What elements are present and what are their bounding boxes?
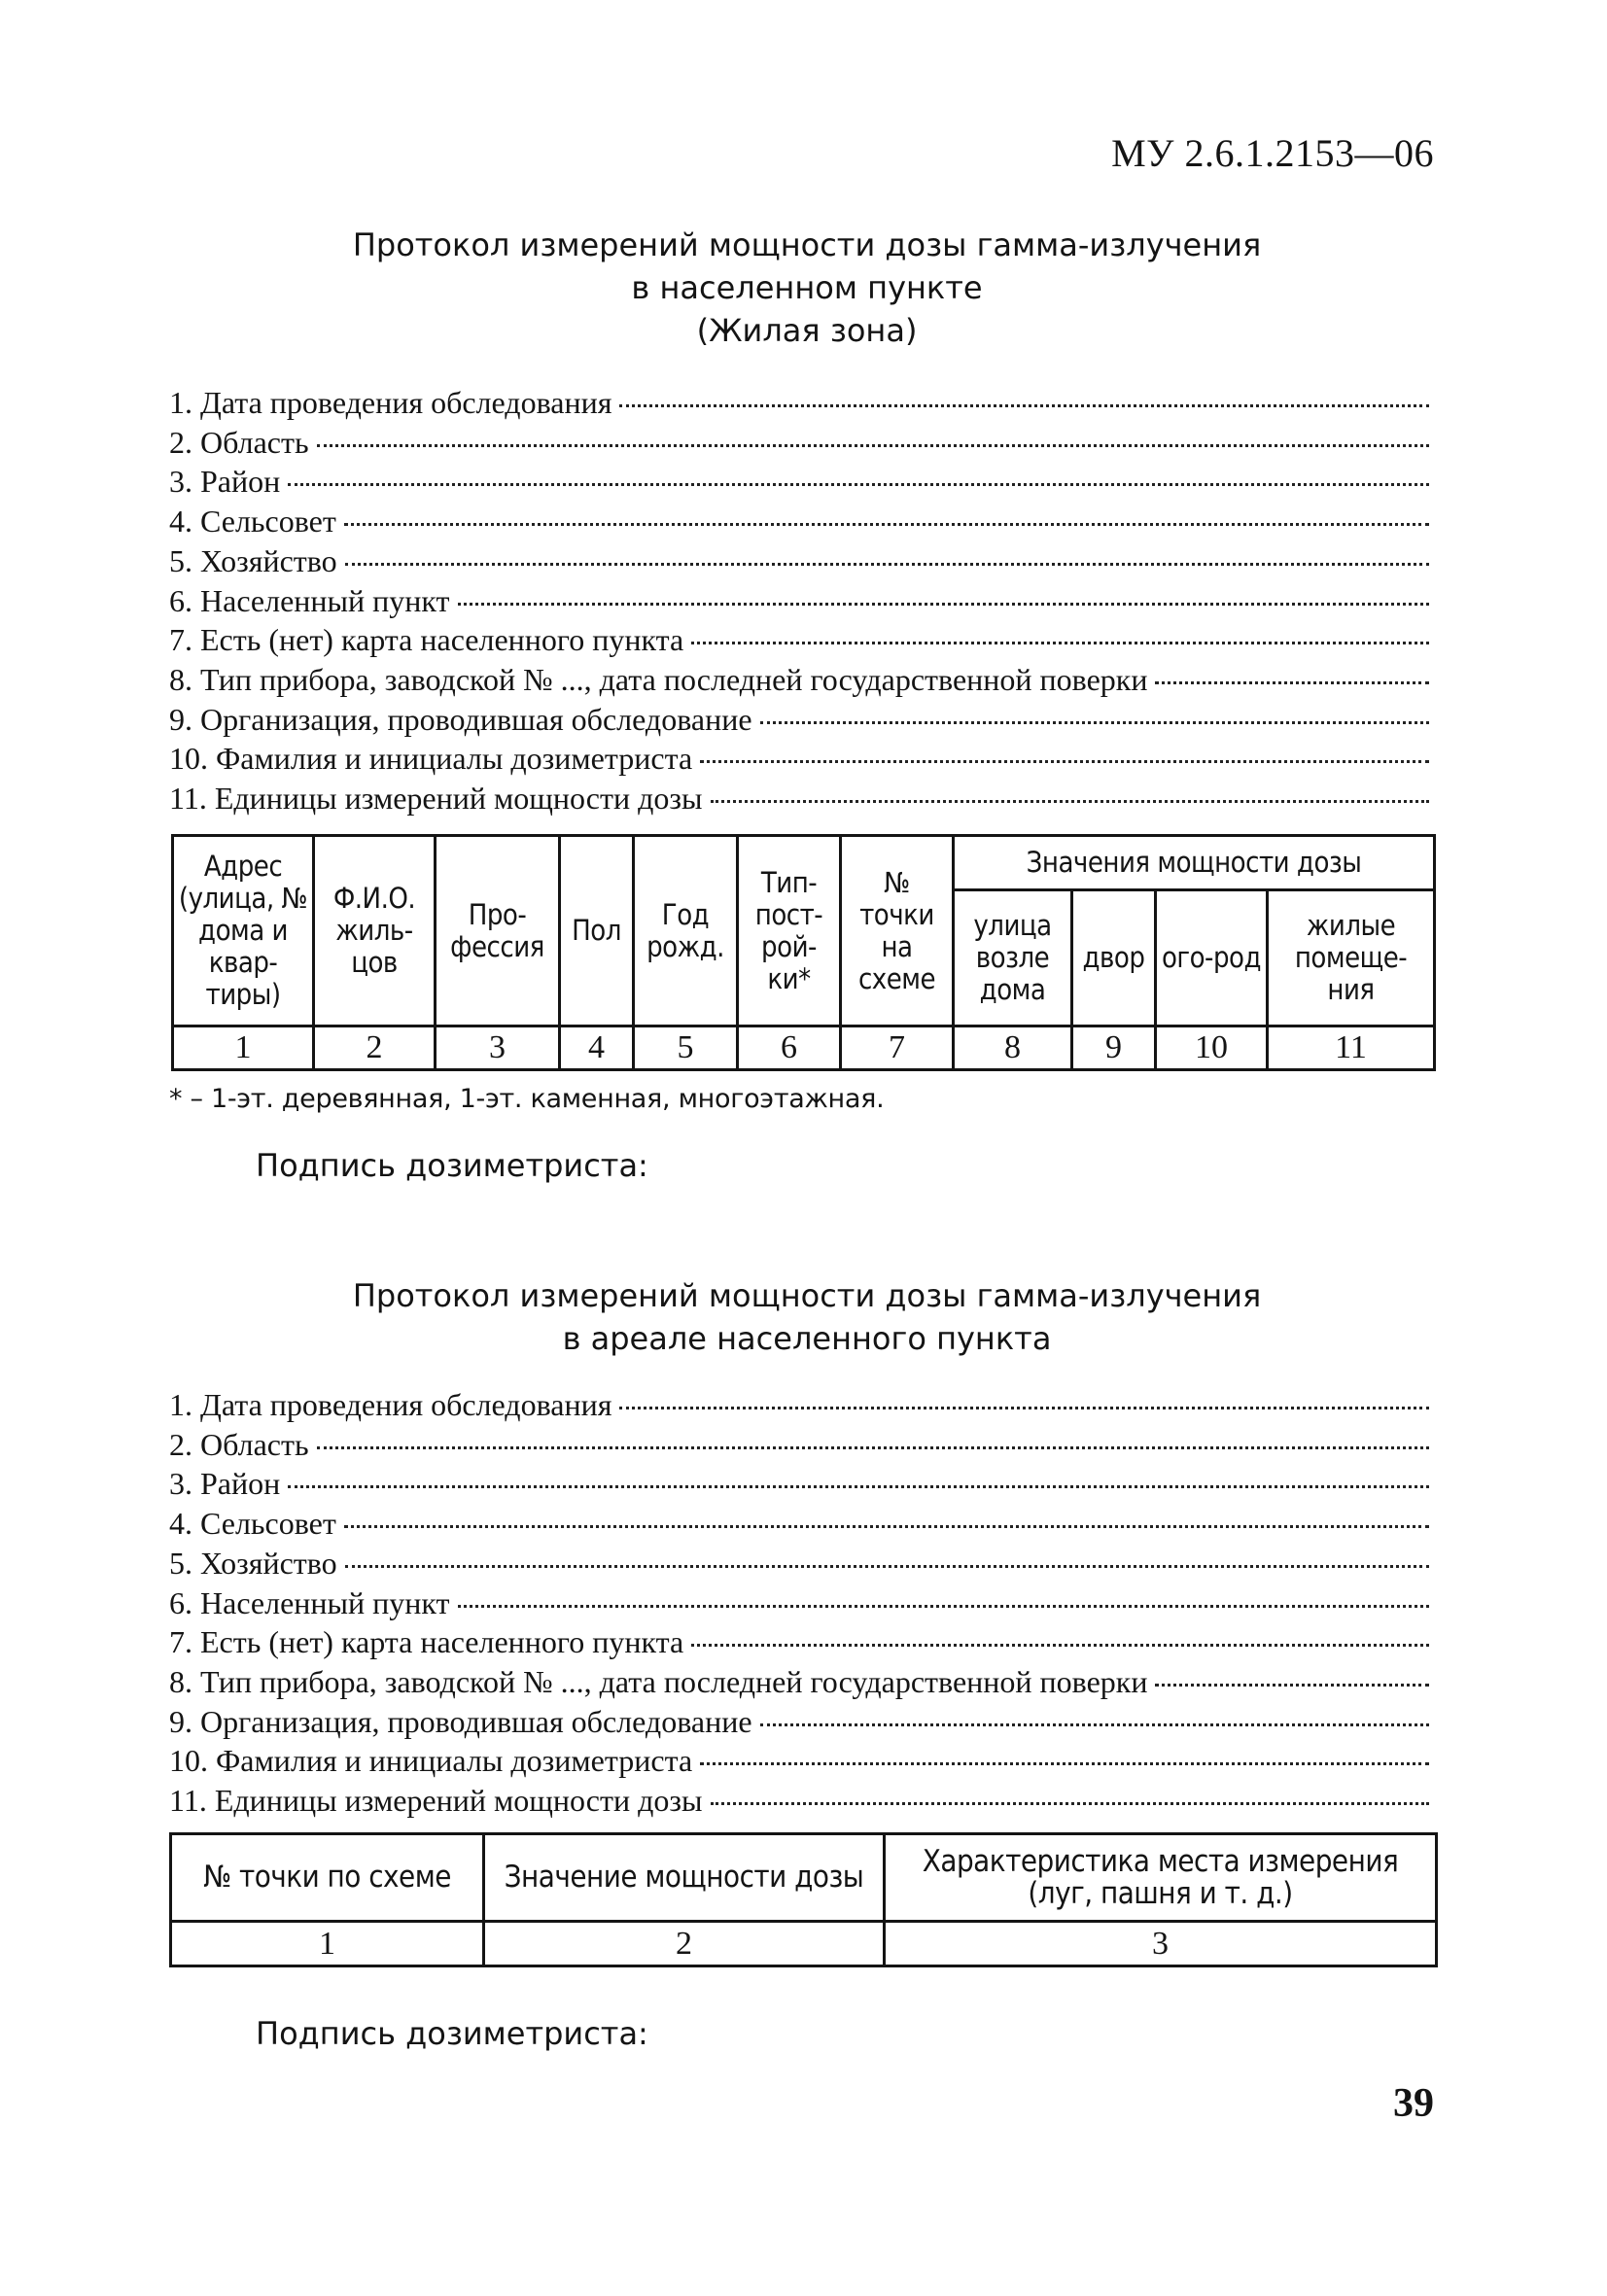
field-label: 1. Дата проведения обследования xyxy=(169,385,612,420)
field-label: 10. Фамилия и инициалы дозиметриста xyxy=(169,741,693,777)
protocol1-field xyxy=(169,462,1429,502)
column-number: 3 xyxy=(885,1922,1437,1966)
column-number: 2 xyxy=(484,1922,885,1966)
fill-line xyxy=(760,1723,1429,1726)
header-point-number: № точки на схеме xyxy=(841,836,954,1026)
fill-line xyxy=(288,1485,1429,1488)
header-dose-values-group: Значения мощности дозы xyxy=(954,836,1435,890)
field-label: 4. Сельсовет xyxy=(169,504,336,539)
protocol2-table xyxy=(169,1832,1438,1967)
fill-line xyxy=(1155,681,1429,684)
protocol2-title xyxy=(175,1274,1439,1360)
field-label: 5. Хозяйство xyxy=(169,1545,337,1581)
column-number: 8 xyxy=(954,1026,1072,1070)
protocol1-title-line: Протокол измерений мощности дозы гамма-излучения xyxy=(352,226,1262,263)
protocol1-title-line: в населенном пункте xyxy=(631,269,983,306)
protocol1-field xyxy=(169,423,1429,463)
column-number-row xyxy=(171,1922,1437,1966)
field-label: 8. Тип прибора, заводской № ..., дата последней государственной поверки xyxy=(169,661,1148,697)
protocol1-title xyxy=(175,224,1439,352)
column-number: 1 xyxy=(173,1026,314,1070)
fill-line xyxy=(700,1762,1429,1765)
protocol2-field xyxy=(169,1544,1429,1583)
protocol2-field-list xyxy=(169,1385,1429,1821)
header-yard: двор xyxy=(1072,890,1156,1026)
protocol1-footnote: * – 1-эт. деревянная, 1-эт. каменная, многоэтажная. xyxy=(169,1084,885,1114)
field-label: 3. Район xyxy=(169,1466,281,1502)
field-label: 7. Есть (нет) карта населенного пункта xyxy=(169,1624,684,1660)
field-label: 3. Район xyxy=(169,464,281,500)
column-number: 9 xyxy=(1072,1026,1156,1070)
protocol2-field xyxy=(169,1662,1429,1702)
fill-line xyxy=(344,1525,1429,1528)
protocol2-title-line: в ареале населенного пункта xyxy=(562,1320,1052,1357)
protocol1-field xyxy=(169,581,1429,621)
protocol1-field xyxy=(169,620,1429,660)
protocol2-field xyxy=(169,1504,1429,1544)
fill-line xyxy=(619,404,1429,407)
field-label: 6. Населенный пункт xyxy=(169,1584,450,1620)
protocol1-field xyxy=(169,739,1429,779)
protocol2-field xyxy=(169,1622,1429,1662)
field-label: 9. Организация, проводившая обследование xyxy=(169,1703,752,1739)
field-label: 5. Хозяйство xyxy=(169,542,337,578)
field-label: 1. Дата проведения обследования xyxy=(169,1387,612,1422)
protocol1-field xyxy=(169,700,1429,740)
header-birth-year: Год рожд. xyxy=(634,836,738,1026)
header-living: жилые помеще-ния xyxy=(1268,890,1435,1026)
fill-line xyxy=(700,760,1429,763)
document-code: МУ 2.6.1.2153—06 xyxy=(1111,131,1434,175)
protocol2-field xyxy=(169,1385,1429,1425)
protocol2-field xyxy=(169,1781,1429,1821)
protocol1-title-line: (Жилая зона) xyxy=(696,312,918,349)
header-building-type: Тип-пост-рой-ки* xyxy=(738,836,841,1026)
header-point-number: № точки по схеме xyxy=(171,1834,484,1922)
column-number: 4 xyxy=(560,1026,634,1070)
fill-line xyxy=(458,603,1429,606)
page-number: 39 xyxy=(1393,2081,1434,2126)
header-profession: Про-фессия xyxy=(436,836,560,1026)
header-fio: Ф.И.О. жиль-цов xyxy=(314,836,436,1026)
protocol2-field xyxy=(169,1702,1429,1742)
fill-line xyxy=(345,1565,1429,1568)
field-label: 11. Единицы измерений мощности дозы xyxy=(169,781,703,817)
fill-line xyxy=(317,444,1429,447)
fill-line xyxy=(1155,1684,1429,1687)
field-label: 11. Единицы измерений мощности дозы xyxy=(169,1783,703,1819)
header-garden: ого-род xyxy=(1156,890,1268,1026)
column-number: 3 xyxy=(436,1026,560,1070)
fill-line xyxy=(619,1407,1429,1409)
field-label: 2. Область xyxy=(169,1426,309,1462)
fill-line xyxy=(711,800,1429,803)
header-dose-value: Значение мощности дозы xyxy=(484,1834,885,1922)
column-number: 6 xyxy=(738,1026,841,1070)
protocol2-signature: Подпись дозиметриста: xyxy=(256,2015,648,2052)
protocol2-field xyxy=(169,1583,1429,1623)
field-label: 2. Область xyxy=(169,424,309,460)
column-number: 7 xyxy=(841,1026,954,1070)
fill-line xyxy=(691,642,1429,644)
fill-line xyxy=(458,1605,1429,1608)
fill-line xyxy=(317,1446,1429,1449)
protocol1-signature: Подпись дозиметриста: xyxy=(256,1147,648,1184)
field-label: 7. Есть (нет) карта населенного пункта xyxy=(169,622,684,658)
fill-line xyxy=(711,1802,1429,1805)
field-label: 9. Организация, проводившая обследование xyxy=(169,701,752,737)
header-place-characteristic: Характеристика места измерения (луг, пашня и т. д.) xyxy=(885,1834,1437,1922)
protocol1-field xyxy=(169,660,1429,700)
header-sex: Пол xyxy=(560,836,634,1026)
column-number: 11 xyxy=(1268,1026,1435,1070)
fill-line xyxy=(345,563,1429,566)
field-label: 4. Сельсовет xyxy=(169,1506,336,1542)
field-label: 8. Тип прибора, заводской № ..., дата последней государственной поверки xyxy=(169,1663,1148,1699)
protocol2-field xyxy=(169,1741,1429,1781)
protocol1-field xyxy=(169,502,1429,541)
column-number: 1 xyxy=(171,1922,484,1966)
column-number: 2 xyxy=(314,1026,436,1070)
column-number: 5 xyxy=(634,1026,738,1070)
field-label: 6. Населенный пункт xyxy=(169,582,450,618)
column-number: 10 xyxy=(1156,1026,1268,1070)
field-label: 10. Фамилия и инициалы дозиметриста xyxy=(169,1743,693,1779)
column-number-row xyxy=(173,1026,1435,1070)
fill-line xyxy=(691,1644,1429,1647)
protocol1-table xyxy=(171,834,1436,1071)
protocol2-field xyxy=(169,1425,1429,1465)
header-address: Адрес (улица, № дома и квар-тиры) xyxy=(173,836,314,1026)
protocol2-title-line: Протокол измерений мощности дозы гамма-излучения xyxy=(352,1277,1262,1314)
fill-line xyxy=(344,523,1429,526)
protocol2-field xyxy=(169,1464,1429,1504)
protocol1-field xyxy=(169,779,1429,818)
fill-line xyxy=(288,483,1429,486)
fill-line xyxy=(760,721,1429,724)
protocol1-field xyxy=(169,383,1429,423)
protocol1-field-list xyxy=(169,383,1429,818)
header-street: улица возле дома xyxy=(954,890,1072,1026)
protocol1-field xyxy=(169,541,1429,581)
